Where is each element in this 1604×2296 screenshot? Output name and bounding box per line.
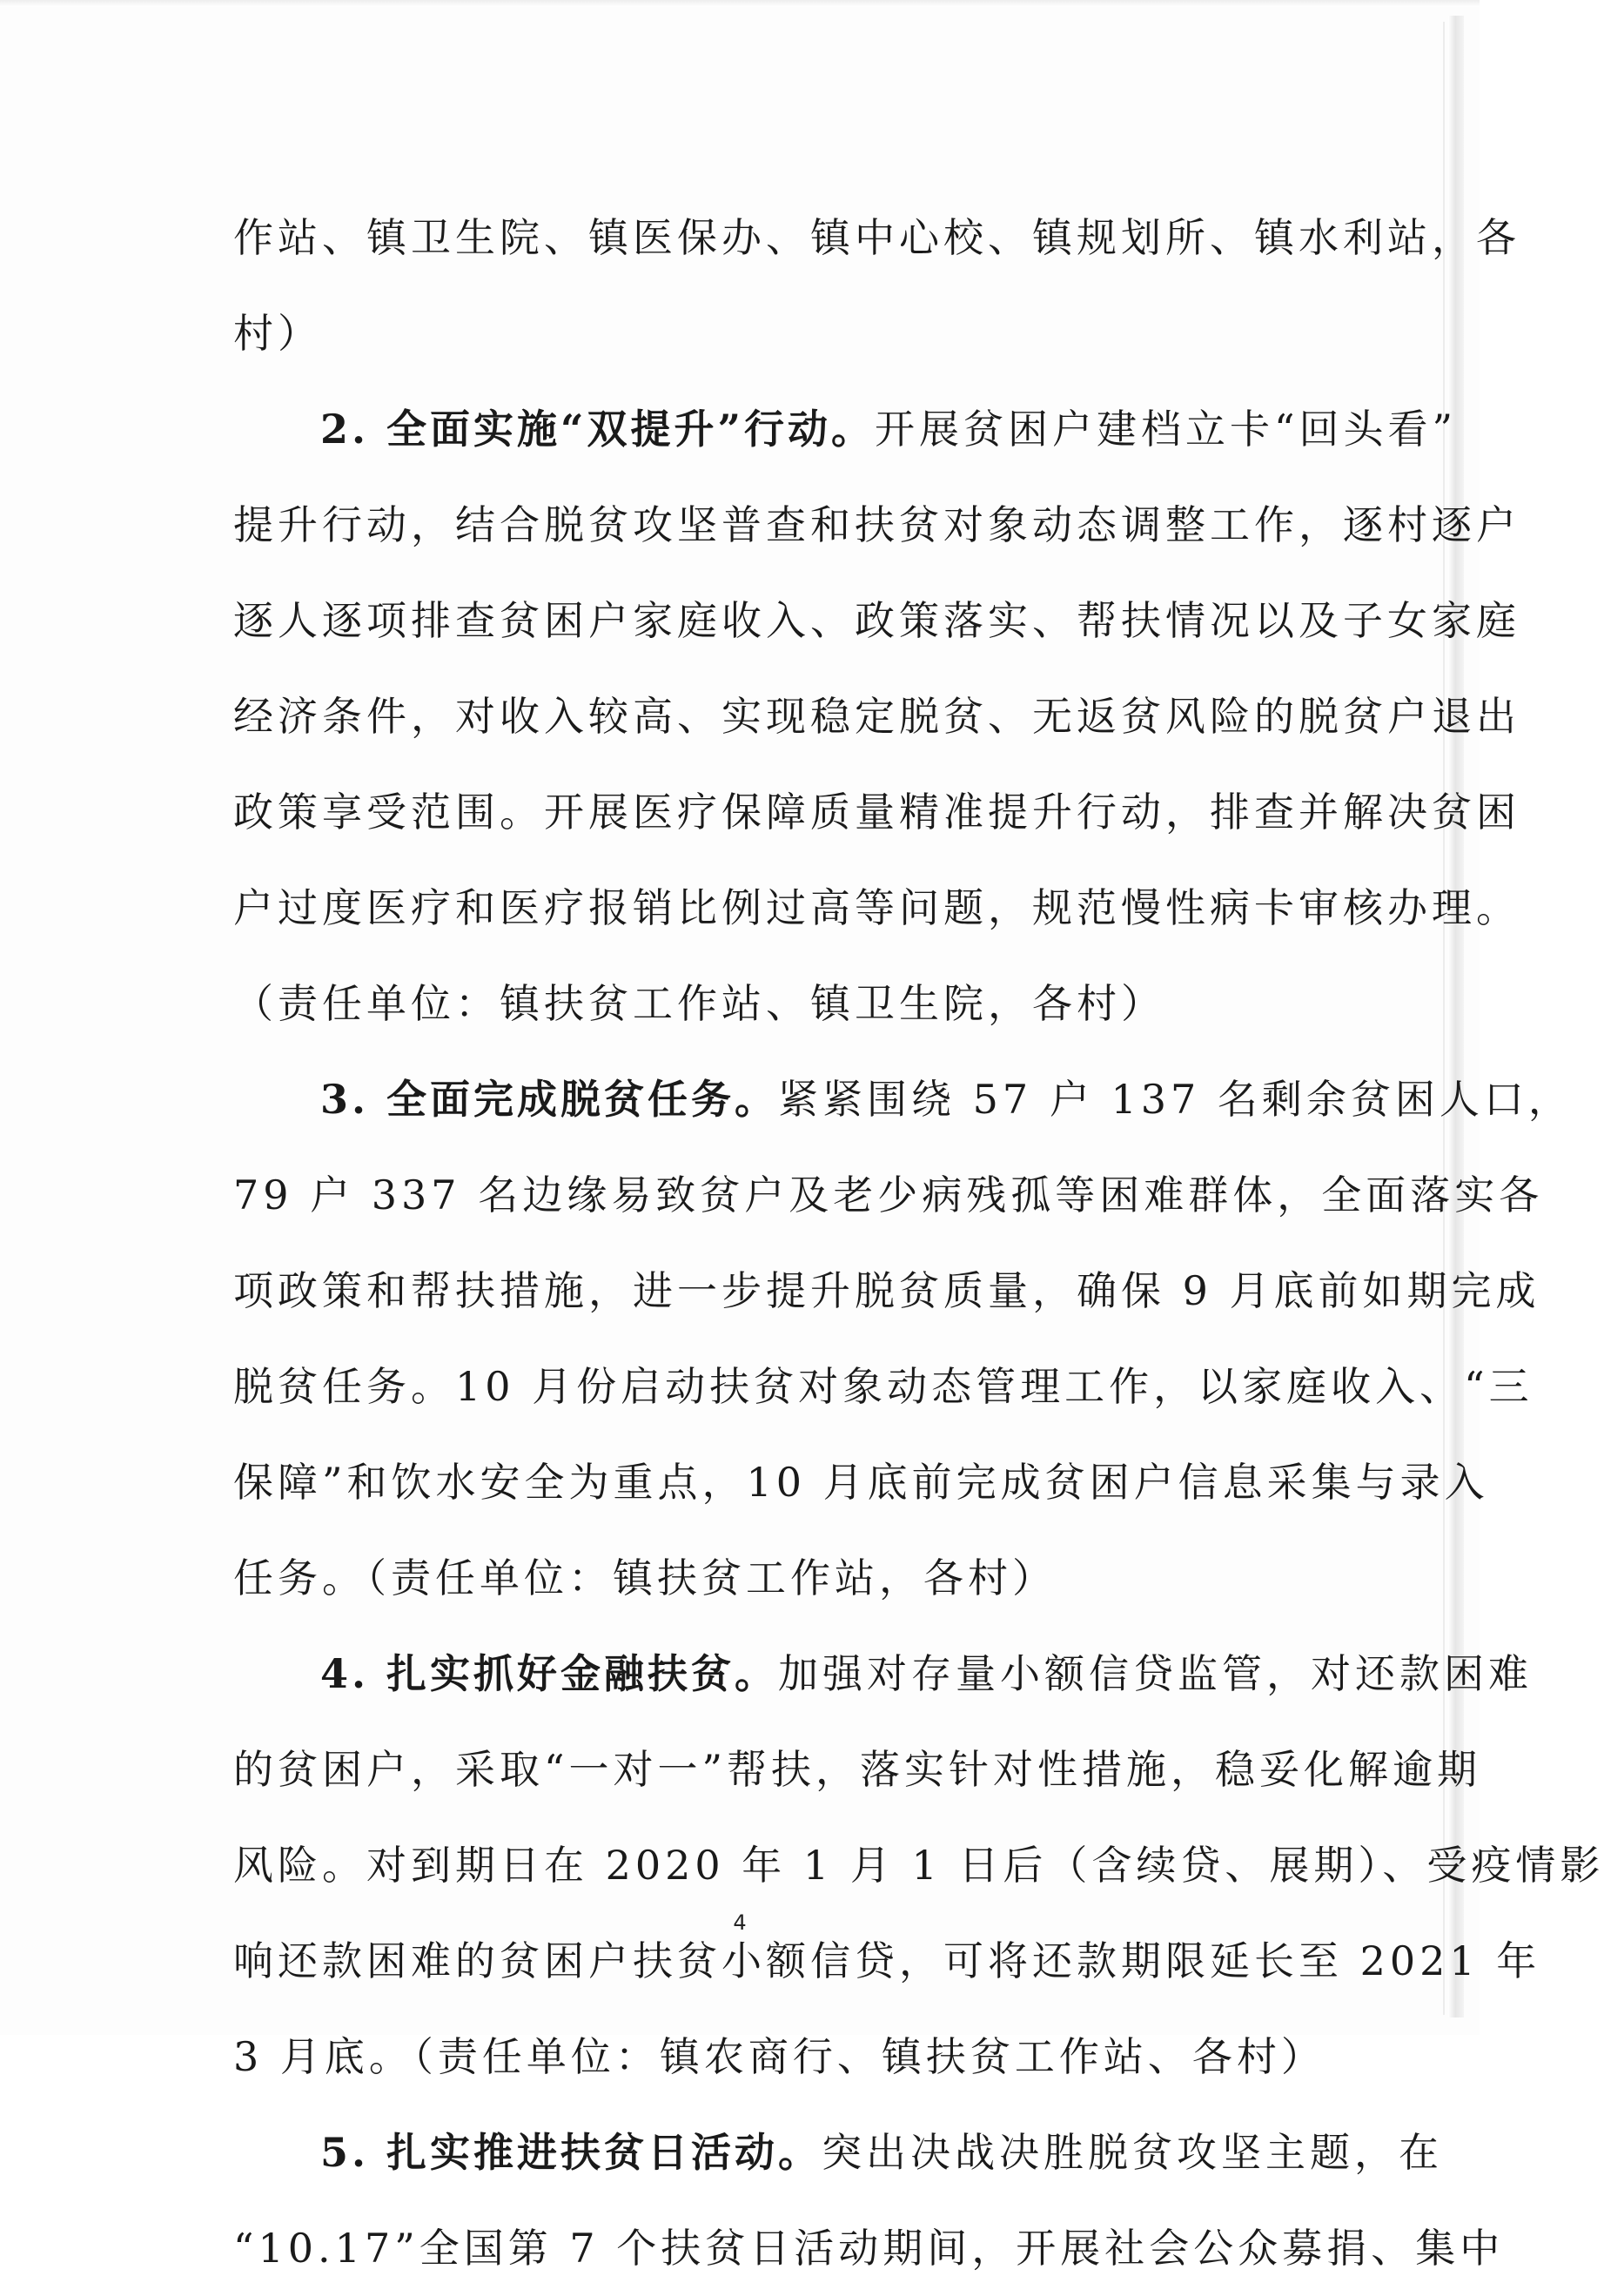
text-line-5 — [233, 573, 1520, 668]
text-line-11 — [233, 1147, 1544, 1243]
text-line-8 — [233, 860, 1520, 956]
scan-top-shadow — [0, 0, 1480, 7]
line-text: 3 月底。（责任单位：镇农商行、镇扶贫工作站、各村） — [233, 2033, 1325, 2080]
line-text: 的贫困户，采取“一对一”帮扶，落实针对性措施，稳妥化解逾期 — [233, 1746, 1482, 1793]
line-text: 开展贫困户建档立卡“回头看” — [874, 406, 1458, 453]
item-heading-5: 5. 扎实推进扶贫日活动。 — [320, 2129, 822, 2176]
text-line-17 — [233, 1722, 1482, 1817]
text-line-6 — [233, 668, 1520, 764]
line-text: 政策享受范围。开展医疗保障质量精准提升行动，排查并解决贫困 — [233, 789, 1520, 836]
line-text: “10.17”全国第 7 个扶贫日活动期间，开展社会公众募捐、集中 — [233, 2225, 1505, 2272]
text-line-1 — [233, 190, 1520, 285]
item-heading-3: 3. 全面完成脱贫任务。 — [320, 1076, 779, 1123]
text-line-14 — [233, 1434, 1489, 1530]
text-line-22 — [233, 2200, 1505, 2296]
line-text: 保障”和饮水安全为重点，10 月底前完成贫困户信息采集与录入 — [233, 1459, 1489, 1506]
text-line-2 — [233, 285, 1365, 381]
text-line-9 — [233, 956, 1365, 1051]
paragraph-2-start — [233, 381, 1458, 477]
line-text: 响还款困难的贫困户扶贫小额信贷，可将还款期限延长至 2021 年 — [233, 1937, 1541, 1984]
text-line-18 — [233, 1817, 1604, 1913]
line-text: （责任单位：镇扶贫工作站、镇卫生院，各村） — [233, 980, 1165, 1027]
line-text: 提升行动，结合脱贫攻坚普查和扶贫对象动态调整工作，逐村逐户 — [233, 501, 1520, 548]
line-text: 紧紧围绕 57 户 137 名剩余贫困人口， — [778, 1076, 1573, 1123]
page-number: 4 — [733, 1910, 747, 1935]
line-text: 作站、镇卫生院、镇医保办、镇中心校、镇规划所、镇水利站，各 — [233, 214, 1520, 261]
paragraph-5-start — [233, 2105, 1444, 2200]
item-heading-4: 4. 扎实抓好金融扶贫。 — [320, 1650, 779, 1697]
text-line-13 — [233, 1339, 1534, 1434]
line-text: 村） — [233, 310, 322, 357]
line-text: 突出决战决胜脱贫攻坚主题，在 — [822, 2129, 1444, 2176]
line-text: 项政策和帮扶措施，进一步提升脱贫质量，确保 9 月底前如期完成 — [233, 1267, 1540, 1314]
text-line-7 — [233, 764, 1520, 860]
paragraph-4-start — [233, 1626, 1534, 1722]
line-text: 任务。（责任单位：镇扶贫工作站，各村） — [233, 1554, 1057, 1601]
body-text — [233, 190, 1604, 2296]
item-heading-2: 2. 全面实施“双提升”行动。 — [320, 406, 875, 453]
line-text: 经济条件，对收入较高、实现稳定脱贫、无返贫风险的脱贫户退出 — [233, 693, 1520, 740]
paragraph-3-start — [233, 1051, 1573, 1147]
text-line-15 — [233, 1530, 1365, 1626]
line-text: 户过度医疗和医疗报销比例过高等问题，规范慢性病卡审核办理。 — [233, 884, 1520, 931]
text-line-4 — [233, 477, 1520, 573]
line-text: 逐人逐项排查贫困户家庭收入、政策落实、帮扶情况以及子女家庭 — [233, 597, 1520, 644]
line-text: 风险。对到期日在 2020 年 1 月 1 日后（含续贷、展期）、受疫情影 — [233, 1842, 1604, 1889]
line-text: 79 户 337 名边缘易致贫户及老少病残孤等困难群体，全面落实各 — [233, 1171, 1544, 1218]
line-text: 加强对存量小额信贷监管，对还款困难 — [778, 1650, 1534, 1697]
text-line-12 — [233, 1243, 1540, 1339]
line-text: 脱贫任务。10 月份启动扶贫对象动态管理工作，以家庭收入、“三 — [233, 1363, 1534, 1410]
text-line-20 — [233, 2009, 1365, 2105]
